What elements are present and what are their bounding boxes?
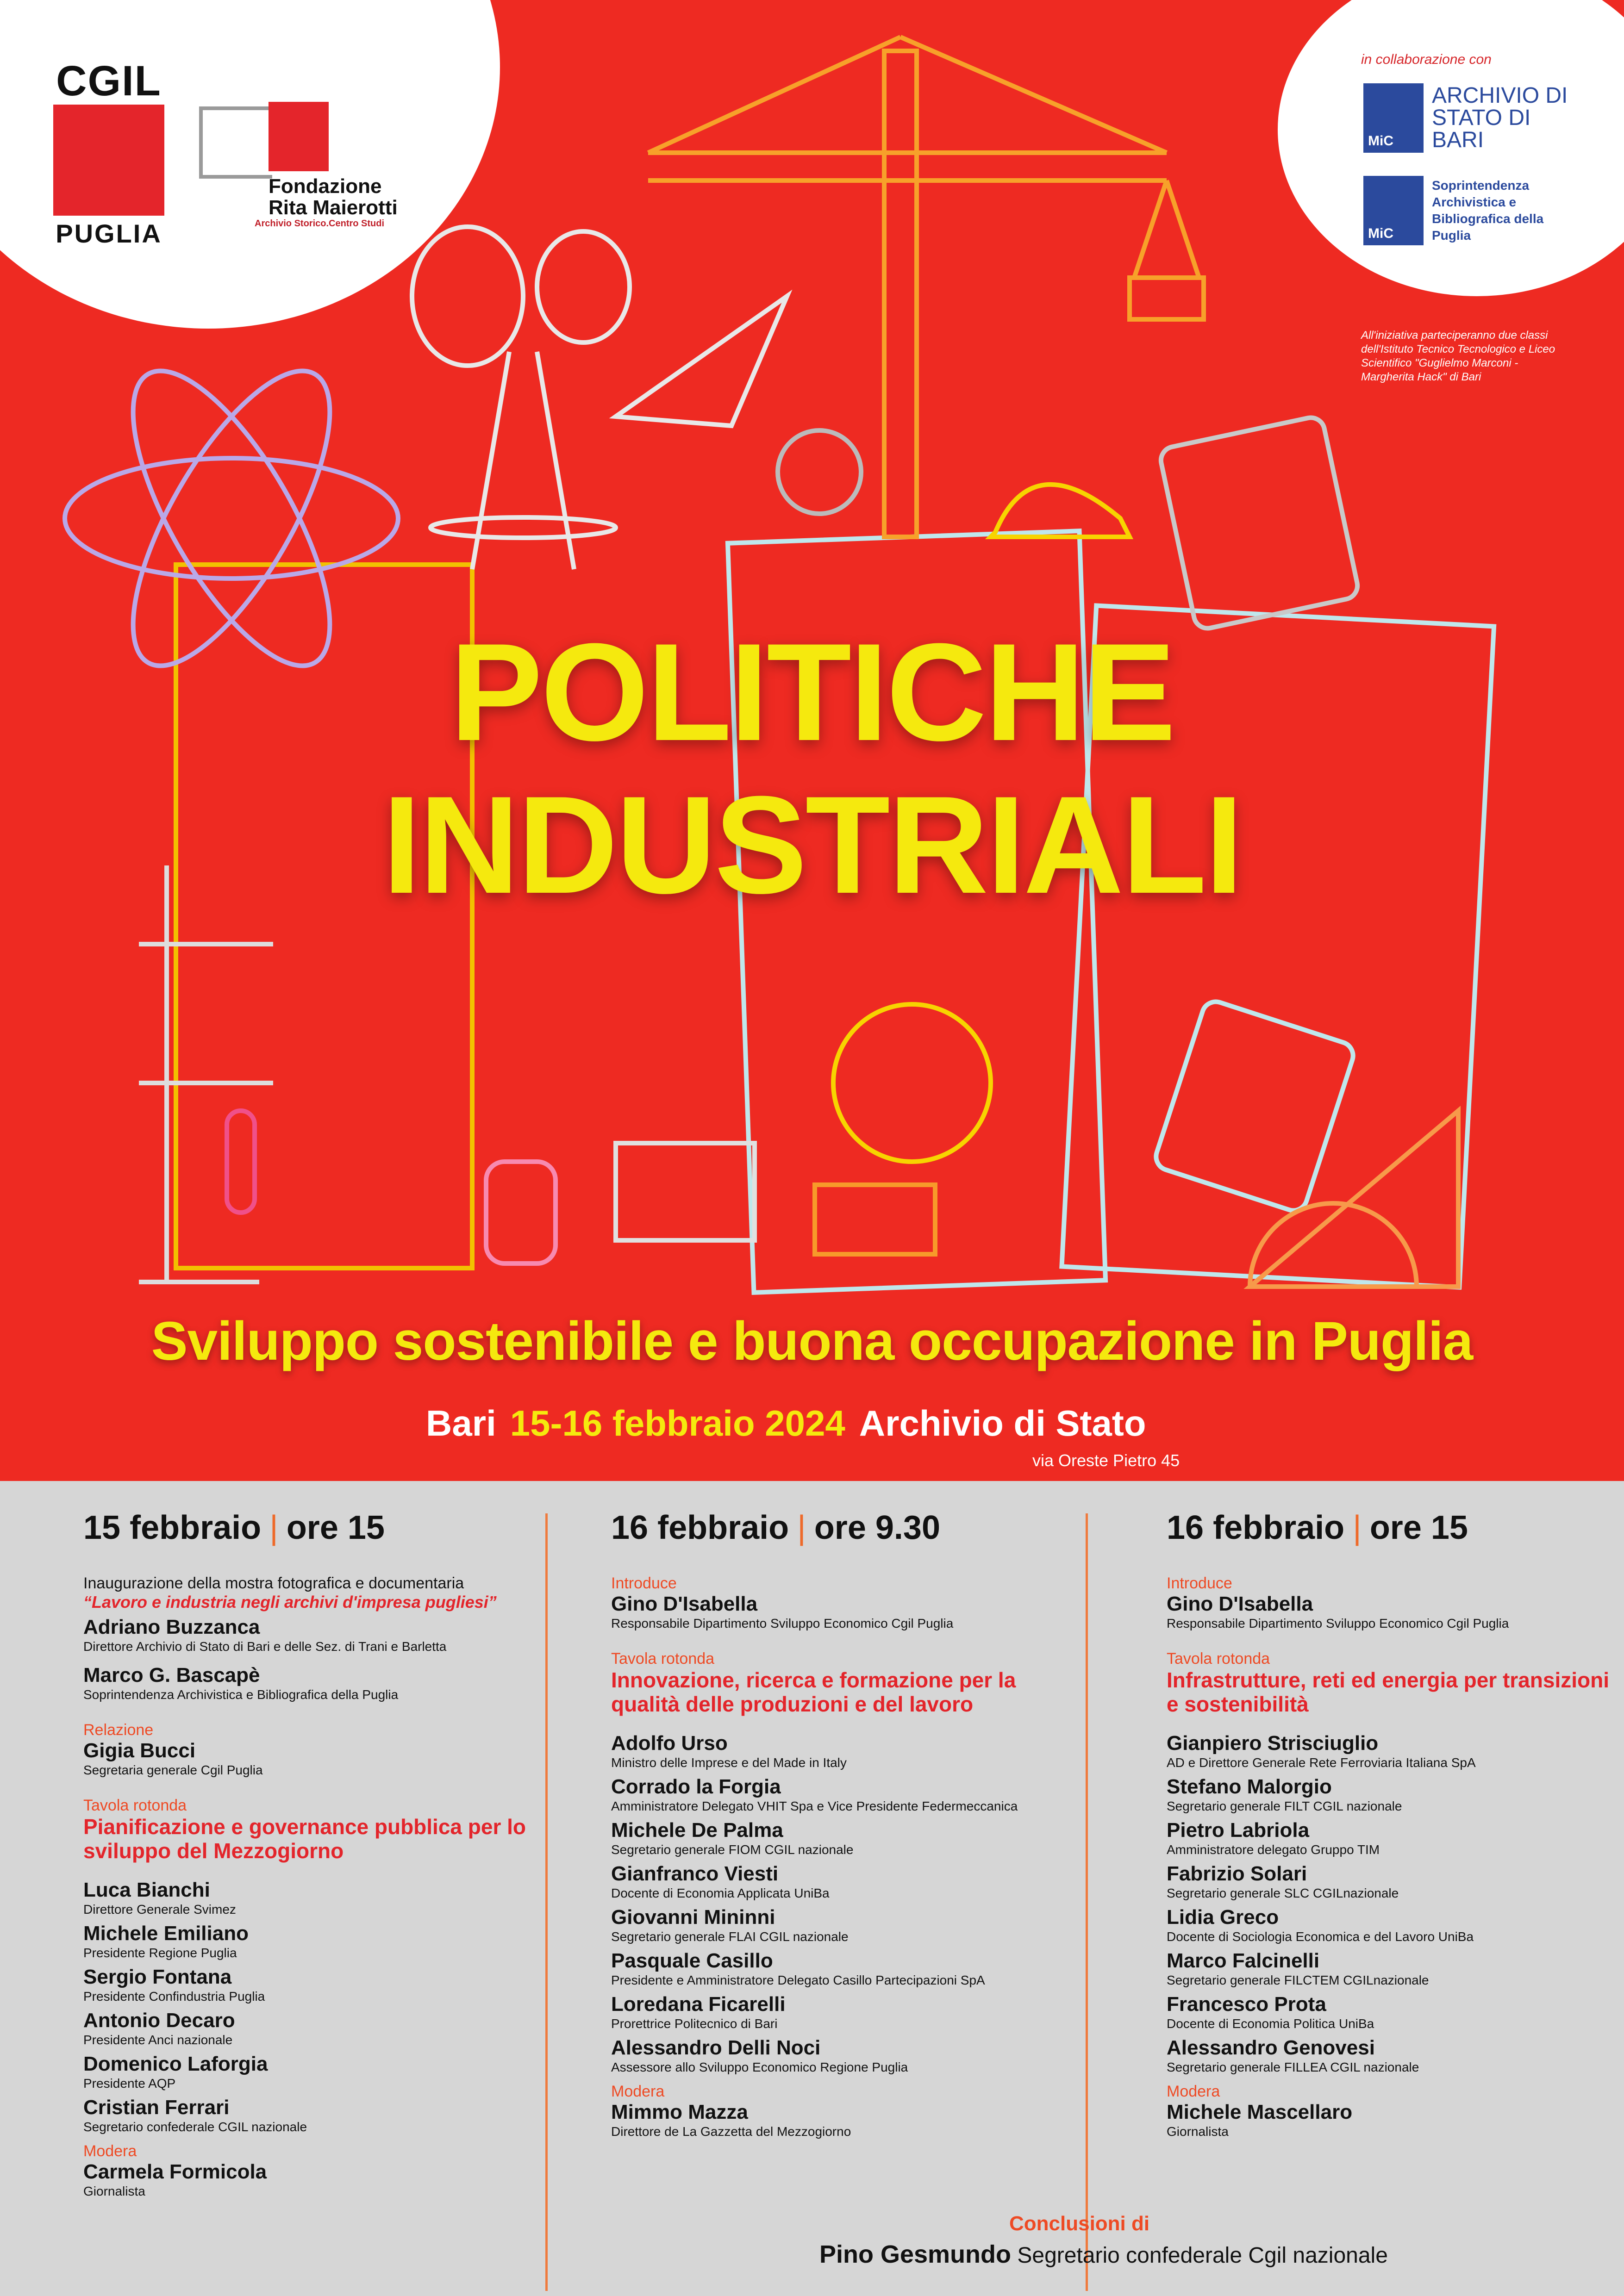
event-address: via Oreste Pietro 45: [1032, 1451, 1180, 1470]
speaker-name: Loredana Ficarelli: [611, 1993, 786, 2016]
moderator-role: Giornalista: [1167, 2124, 1229, 2139]
speaker-role: Segretario generale FIOM CGIL nazionale: [611, 1842, 854, 1857]
speaker-name: Giovanni Mininni: [611, 1906, 775, 1929]
speaker-name: Adriano Buzzanca: [83, 1616, 260, 1638]
speaker-list: [83, 1879, 546, 2135]
speaker-entry: [83, 2096, 546, 2135]
excavator-icon: [815, 1185, 935, 1254]
speaker-entry: [611, 1862, 1074, 1901]
session-header: 15 febbraio | ore 15: [83, 1509, 385, 1546]
speaker-name: Pasquale Casillo: [611, 1949, 773, 1972]
speaker-entry: [1167, 1775, 1611, 1814]
speaker-list: [611, 1732, 1074, 2075]
moderator-name: Mimmo Mazza: [611, 2101, 748, 2123]
speaker-role: Segretario generale FILLEA CGIL nazionale: [1167, 2060, 1419, 2074]
gear-icon: [833, 1004, 991, 1162]
hard-hat-icon: [991, 485, 1130, 537]
speaker-entry: [1167, 1993, 1611, 2032]
speaker-role: Responsabile Dipartimento Sviluppo Economico Cgil Puglia: [611, 1616, 954, 1630]
speaker-role: Docente di Economia Applicata UniBa: [611, 1886, 830, 1900]
speaker-name: Gianpiero Strisciuglio: [1167, 1732, 1379, 1755]
speaker-role: Amministratore Delegato VHIT Spa e Vice Presidente Federmeccanica: [611, 1799, 1018, 1813]
speaker-name: Marco G. Bascapè: [83, 1664, 260, 1686]
speaker-role: AD e Direttore Generale Rete Ferroviaria Italiana SpA: [1167, 1755, 1476, 1770]
round-table-title: Infrastrutture, reti ed energia per transizioni e sostenibilità: [1167, 1668, 1609, 1716]
calculator-icon: [1158, 415, 1360, 631]
speaker-entry: [83, 1966, 546, 2004]
speaker-role: Segretario confederale CGIL nazionale: [83, 2120, 307, 2134]
speaker-role: Prorettrice Politecnico di Bari: [611, 2016, 778, 2031]
speaker-name: Michele De Palma: [611, 1819, 783, 1842]
lab-stand-icon: [139, 865, 273, 1282]
speaker-name: Gigia Bucci: [83, 1739, 196, 1762]
speaker-entry: [611, 1906, 1074, 1945]
speaker-entry: [611, 1993, 1074, 2032]
speaker-role: Presidente Regione Puglia: [83, 1946, 237, 1960]
speaker-name: Fabrizio Solari: [1167, 1862, 1307, 1885]
speaker-role: Presidente e Amministratore Delegato Casillo Partecipazioni SpA: [611, 1973, 985, 1987]
event-dates: 15-16 febbraio 2024: [510, 1403, 845, 1444]
round-table-title: Pianificazione e governance pubblica per lo sviluppo del Mezzogiorno: [83, 1815, 526, 1863]
conclusion-speaker-name: Pino Gesmundo: [819, 2240, 1012, 2268]
speaker-name: Gianfranco Viesti: [611, 1862, 779, 1885]
computer-monitor-icon: [616, 1143, 755, 1240]
speaker-role: Assessore allo Sviluppo Economico Regione Puglia: [611, 2060, 908, 2074]
conclusion-speaker-role: Segretario confederale Cgil nazionale: [1017, 2243, 1388, 2268]
speaker-role: Direttore Generale Svimez: [83, 1902, 236, 1916]
session-header: 16 febbraio | ore 9.30: [611, 1509, 941, 1546]
speaker-role: Docente di Sociologia Economica e del Lavoro UniBa: [1167, 1929, 1474, 1944]
speaker-role: Ministro delle Imprese e del Made in Italy: [611, 1755, 847, 1770]
participation-note: All'iniziativa parteciperanno due classi dell'Istituto Tecnico Tecnologico e Liceo Scientifico "Guglielmo Marconi - Margherita Hack" di Bari: [1361, 329, 1555, 383]
speaker-name: Adolfo Urso: [611, 1732, 728, 1755]
collaboration-label: in collaborazione con: [1361, 52, 1492, 67]
speaker-role: Presidente Anci nazionale: [83, 2033, 233, 2047]
speaker-name: Francesco Prota: [1167, 1993, 1326, 2016]
moderator-name: Carmela Formicola: [83, 2160, 267, 2183]
calculator-icon: [1153, 998, 1357, 1214]
speaker-role: Segretario generale FILT CGIL nazionale: [1167, 1799, 1402, 1813]
speaker-entry: [1167, 1732, 1611, 1771]
round-table-title: Innovazione, ricerca e formazione per la qualità delle produzioni e del lavoro: [611, 1668, 1016, 1716]
speaker-role: Segretario generale FILCTEM CGILnazionale: [1167, 1973, 1429, 1987]
speaker-name: Gino D'Isabella: [611, 1593, 758, 1615]
robot-icon: [486, 1162, 556, 1263]
speaker-name: Domenico Laforgia: [83, 2053, 268, 2075]
speaker-entry: [83, 2009, 546, 2048]
speaker-name: Sergio Fontana: [83, 1966, 232, 1988]
speaker-list: [1167, 1732, 1611, 2075]
speaker-name: Marco Falcinelli: [1167, 1949, 1320, 1972]
speaker-name: Lidia Greco: [1167, 1906, 1279, 1929]
event-dateline: [426, 1402, 1146, 1444]
rocket-icon: [616, 296, 787, 426]
archivio-stato-logo: MiC ARCHIVIO DI STATO DI BARI: [1363, 83, 1623, 153]
speaker-name: Michele Emiliano: [83, 1922, 249, 1945]
speaker-entry: [83, 2053, 546, 2091]
speaker-name: Pietro Labriola: [1167, 1819, 1310, 1842]
column-divider: [1086, 1513, 1088, 2291]
satellite-tower-icon: [412, 227, 630, 569]
speaker-role: Presidente AQP: [83, 2076, 176, 2091]
cgil-puglia-logo: CGIL PUGLIA: [53, 60, 164, 249]
gear-icon: [778, 430, 861, 514]
speaker-role: Amministratore delegato Gruppo TIM: [1167, 1842, 1380, 1857]
speaker-role: Responsabile Dipartimento Sviluppo Economico Cgil Puglia: [1167, 1616, 1509, 1630]
moderator-name: Michele Mascellaro: [1167, 2101, 1353, 2123]
speaker-role: Presidente Confindustria Puglia: [83, 1989, 265, 2004]
speaker-entry: [1167, 1906, 1611, 1945]
test-tube-icon: [227, 1111, 255, 1213]
speaker-name: Gino D'Isabella: [1167, 1593, 1313, 1615]
page-title: POLITICHE INDUSTRIALI: [382, 614, 1242, 922]
set-square-icon: [1250, 1111, 1458, 1287]
event-venue: Archivio di Stato: [859, 1403, 1146, 1444]
speaker-entry: [83, 1922, 546, 1961]
program-day2-morning: 16 febbraio | ore 9.30 Introduce Gino D'Isabella Responsabile Dipartimento Sviluppo Economico Cgil Puglia Tavola rotonda Innovazione, ricerca e formazione per la qualità delle produzioni e del lavoro Adolfo Urso Ministro delle Imprese e del Made in Italy Corrado la Forgia Amministratore Delegato VHIT Spa e Vice Presidente Federmeccanica Michele De Palma Segretario generale FIOM CGIL nazionale Gianfranco Viesti Docente di Economia Applicata UniBa Giovanni Mininni Segretario generale FLAI CGIL nazionale Pasquale Casillo Presidente e Amministratore Delegato Casillo Partecipazioni SpA Loredana Ficarelli Prorettrice Politecnico di Bari Alessandro Delli Noci Assessore allo Sviluppo Economico Regione Puglia Modera Mimmo Mazza Direttore de La Gazzetta del Mezzogiorno: [611, 1509, 1074, 2140]
speaker-name: Cristian Ferrari: [83, 2096, 230, 2119]
speaker-entry: [1167, 1949, 1611, 1988]
fondazione-logo: Fondazione Rita Maierotti Archivio Storico.Centro Studi: [199, 97, 407, 229]
speaker-entry: [1167, 1862, 1611, 1901]
speaker-role: Segretario generale SLC CGILnazionale: [1167, 1886, 1399, 1900]
speaker-name: Antonio Decaro: [83, 2009, 235, 2032]
speaker-role: Direttore Archivio di Stato di Bari e delle Sez. di Trani e Barletta: [83, 1639, 447, 1654]
mic-badge: MiC: [1363, 176, 1424, 245]
speaker-role: Docente di Economia Politica UniBa: [1167, 2016, 1374, 2031]
speaker-role: Segretaria generale Cgil Puglia: [83, 1763, 263, 1777]
speaker-name: Stefano Malorgio: [1167, 1775, 1332, 1798]
mic-badge: MiC: [1363, 83, 1424, 153]
event-city: Bari: [426, 1403, 496, 1444]
speaker-entry: [1167, 2036, 1611, 2075]
program-day1: 15 febbraio | ore 15 Inaugurazione della mostra fotografica e documentaria “Lavoro e industria negli archivi d'impresa pugliesi” Adriano Buzzanca Direttore Archivio di Stato di Bari e delle Sez. di Trani e Barletta Marco G. Bascapè Soprintendenza Archivistica e Bibliografica della Puglia Relazione Gigia Bucci Segretaria generale Cgil Puglia Tavola rotonda Pianificazione e governance pubblica per lo sviluppo del Mezzogiorno Luca Bianchi Direttore Generale Svimez Michele Emiliano Presidente Regione Puglia Sergio Fontana Presidente Confindustria Puglia Antonio Decaro Presidente Anci nazionale Domenico Laforgia Presidente AQP Cristian Ferrari Segretario confederale CGIL nazionale Modera Carmela Formicola Giornalista: [83, 1509, 546, 2199]
speaker-name: Luca Bianchi: [83, 1879, 210, 1901]
moderator-role: Giornalista: [83, 2184, 145, 2198]
speaker-entry: [611, 1732, 1074, 1771]
page-subtitle: Sviluppo sostenibile e buona occupazione in Puglia: [151, 1311, 1473, 1372]
program-day2-afternoon: 16 febbraio | ore 15 Introduce Gino D'Isabella Responsabile Dipartimento Sviluppo Economico Cgil Puglia Tavola rotonda Infrastrutture, reti ed energia per transizioni e sostenibilità Gianpiero Strisciuglio AD e Direttore Generale Rete Ferroviaria Italiana SpA Stefano Malorgio Segretario generale FILT CGIL nazionale Pietro Labriola Amministratore delegato Gruppo TIM Fabrizio Solari Segretario generale SLC CGILnazionale Lidia Greco Docente di Sociologia Economica e del Lavoro UniBa Marco Falcinelli Segretario generale FILCTEM CGILnazionale Francesco Prota Docente di Economia Politica UniBa Alessandro Genovesi Segretario generale FILLEA CGIL nazionale Modera Michele Mascellaro Giornalista: [1167, 1509, 1611, 2140]
speaker-role: Segretario generale FLAI CGIL nazionale: [611, 1929, 849, 1944]
crane-icon: [648, 37, 1204, 537]
speaker-role: Soprintendenza Archivistica e Bibliografica della Puglia: [83, 1687, 399, 1702]
speaker-name: Alessandro Delli Noci: [611, 2036, 821, 2059]
speaker-name: Alessandro Genovesi: [1167, 2036, 1375, 2059]
session-header: 16 febbraio | ore 15: [1167, 1509, 1468, 1546]
conclusions: Conclusioni di Pino Gesmundo Segretario confederale Cgil nazionale: [819, 2212, 1388, 2268]
speaker-entry: [611, 1949, 1074, 1988]
soprintendenza-logo: MiC Soprintendenza Archivistica e Bibliografica della Puglia: [1363, 176, 1623, 245]
speaker-entry: [83, 1879, 546, 1917]
speaker-entry: [611, 1819, 1074, 1858]
speaker-entry: [611, 1775, 1074, 1814]
speaker-name: Corrado la Forgia: [611, 1775, 781, 1798]
speaker-entry: [1167, 1819, 1611, 1858]
moderator-role: Direttore de La Gazzetta del Mezzogiorno: [611, 2124, 851, 2139]
speaker-entry: [611, 2036, 1074, 2075]
